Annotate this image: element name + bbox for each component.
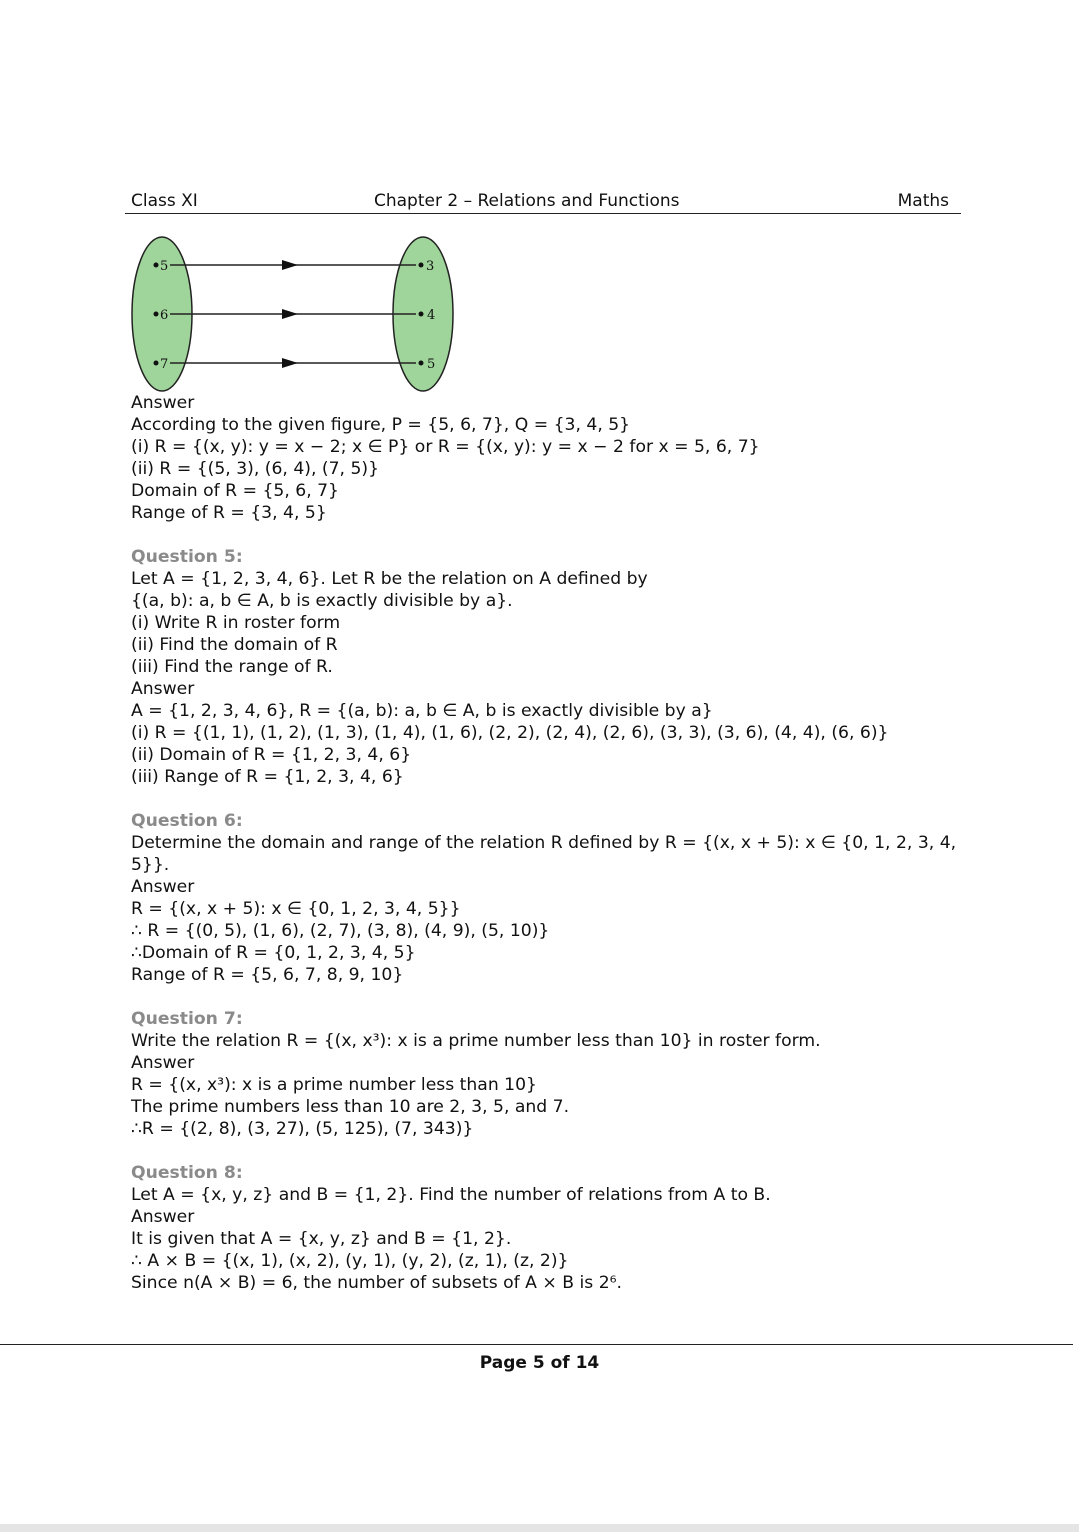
q-element-4: 4: [427, 308, 436, 323]
question-line: (i) Write R in roster form: [131, 613, 341, 633]
p-element-7: 7: [160, 357, 169, 372]
question-5: [131, 546, 961, 788]
answer-line: (ii) Domain of R = {1, 2, 3, 4, 6}: [131, 745, 412, 765]
q-element-5: 5: [427, 357, 436, 372]
question-title: Question 8:: [131, 1163, 243, 1183]
question-7: [131, 1008, 961, 1140]
header-chapter: Chapter 2 – Relations and Functions: [374, 191, 680, 211]
answer-line: Domain of R = {5, 6, 7}: [131, 481, 339, 501]
answer-line: A = {1, 2, 3, 4, 6}, R = {(a, b): a, b ∈ A, b is exactly divisible by a}: [131, 701, 713, 721]
answer-label: Answer: [131, 679, 195, 699]
answer-line: (i) R = {(1, 1), (1, 2), (1, 3), (1, 4), (1, 6), (2, 2), (2, 4), (2, 6), (3, 3), (3, 6), (4, 4), (6, 6)}: [131, 723, 889, 743]
viewer-bottom-bar: [0, 1524, 1079, 1532]
answer-line: (iii) Range of R = {1, 2, 3, 4, 6}: [131, 767, 404, 787]
arrowhead-icons: [282, 260, 298, 368]
arrow-diagram: [128, 233, 468, 395]
q-element-3: 3: [426, 259, 435, 274]
question-6: [131, 810, 961, 986]
question-title: Question 7:: [131, 1009, 243, 1029]
q4-answer: [131, 392, 961, 524]
page-header: [125, 191, 961, 214]
footer-divider: [0, 1344, 1073, 1345]
answer-line: (ii) R = {(5, 3), (6, 4), (7, 5)}: [131, 459, 380, 479]
answer-label: Answer: [131, 393, 195, 413]
answer-label: Answer: [131, 1207, 195, 1227]
answer-line: R = {(x, x + 5): x ∈ {0, 1, 2, 3, 4, 5}}: [131, 899, 461, 919]
answer-line: ∴ R = {(0, 5), (1, 6), (2, 7), (3, 8), (4, 9), (5, 10)}: [131, 921, 550, 941]
page-content: [131, 392, 961, 1294]
question-line: Let A = {1, 2, 3, 4, 6}. Let R be the relation on A defined by: [131, 569, 648, 589]
question-text: Determine the domain and range of the relation R defined by R = {(x, x + 5): x ∈ {0, 1, 2, 3, 4, 5}}.: [131, 833, 957, 875]
question-text: Write the relation R = {(x, x³): x is a prime number less than 10} in roster form.: [131, 1031, 821, 1051]
question-line: (iii) Find the range of R.: [131, 657, 333, 677]
answer-line: ∴Domain of R = {0, 1, 2, 3, 4, 5}: [131, 943, 416, 963]
answer-line: ∴R = {(2, 8), (3, 27), (5, 125), (7, 343)}: [131, 1119, 474, 1139]
answer-label: Answer: [131, 1053, 195, 1073]
question-line: {(a, b): a, b ∈ A, b is exactly divisible by a}.: [131, 591, 513, 611]
answer-line: Range of R = {3, 4, 5}: [131, 503, 327, 523]
header-subject: Maths: [897, 191, 949, 211]
p-element-5: 5: [160, 259, 169, 274]
answer-line: The prime numbers less than 10 are 2, 3, 5, and 7.: [131, 1097, 570, 1117]
page-number: Page 5 of 14: [479, 1353, 600, 1373]
answer-line: ∴ A × B = {(x, 1), (x, 2), (y, 1), (y, 2), (z, 1), (z, 2)}: [131, 1251, 569, 1271]
answer-label: Answer: [131, 877, 195, 897]
question-8: [131, 1162, 961, 1294]
answer-line: According to the given figure, P = {5, 6, 7}, Q = {3, 4, 5}: [131, 415, 631, 435]
answer-line: Since n(A × B) = 6, the number of subsets of A × B is 2⁶.: [131, 1273, 622, 1293]
answer-line: R = {(x, x³): x is a prime number less than 10}: [131, 1075, 537, 1095]
header-class: Class XI: [131, 191, 198, 211]
question-text: Let A = {x, y, z} and B = {1, 2}. Find the number of relations from A to B.: [131, 1185, 771, 1205]
question-line: (ii) Find the domain of R: [131, 635, 338, 655]
answer-line: Range of R = {5, 6, 7, 8, 9, 10}: [131, 965, 404, 985]
question-title: Question 6:: [131, 811, 243, 831]
answer-line: It is given that A = {x, y, z} and B = {1, 2}.: [131, 1229, 512, 1249]
p-element-6: 6: [160, 308, 169, 323]
answer-line: (i) R = {(x, y): y = x − 2; x ∈ P} or R = {(x, y): y = x − 2 for x = 5, 6, 7}: [131, 437, 760, 457]
question-title: Question 5:: [131, 547, 243, 567]
